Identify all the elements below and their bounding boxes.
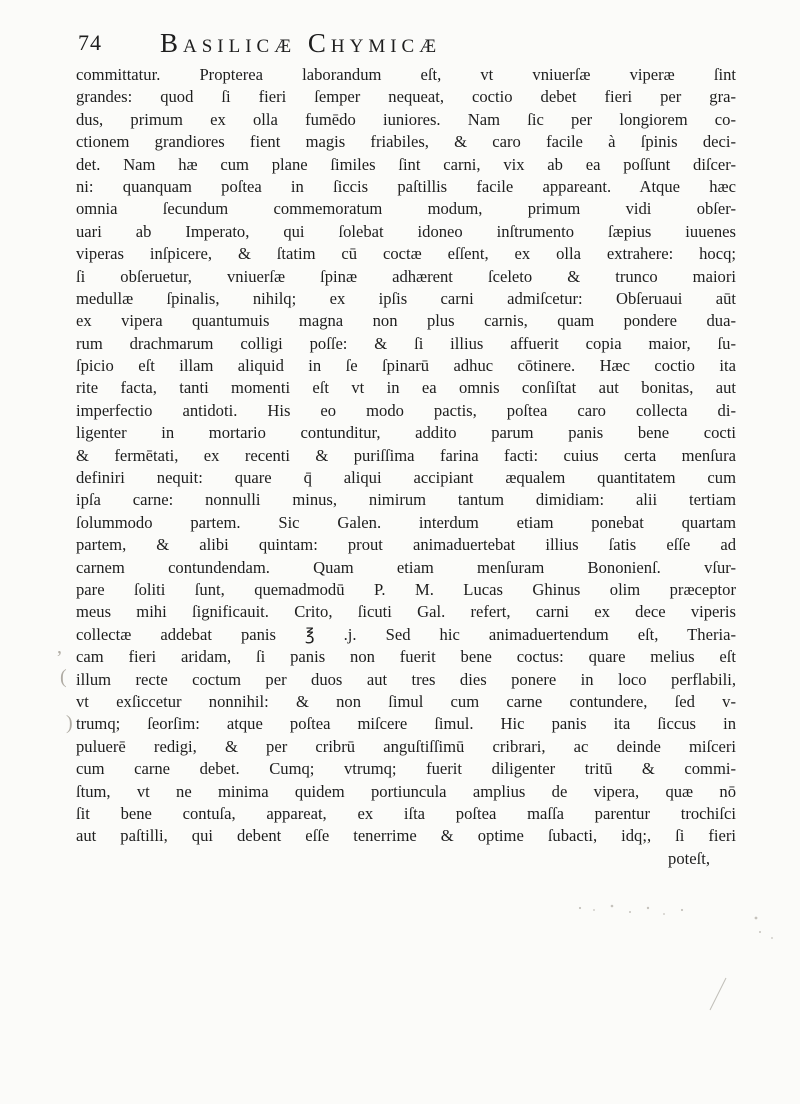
text-line: dus, primum ex olla fumēdo iuniores. Nam ſic per longiorem co- <box>76 109 736 129</box>
text-line: ni: quanquam poſtea in ſiccis paſtillis facile appareant. Atque hæc <box>76 176 736 196</box>
text-line: trumq; ſeorſim: atque poſtea miſcere ſimul. Hic panis ita ſiccus in <box>76 714 736 734</box>
text-line: imperfectio antidoti. His eo modo pactis, poſtea caro collecta di- <box>76 400 736 420</box>
text-line: collectæ addebat panis ℥ .j. Sed hic animaduertendum eſt, Theria- <box>76 624 736 644</box>
text-line: ex vipera quantumuis magna non plus carnis, quam pondere dua- <box>76 311 736 331</box>
text-line: meus mihi ſignificauit. Crito, ſicuti Gal. refert, carni ex dece viperis <box>76 602 736 622</box>
text-line: det. Nam hæ cum plane ſimiles ſint carni, vix ab ea poſſunt diſcer- <box>76 154 736 174</box>
text-line: uari ab Imperato, qui ſolebat idoneo inſtrumento ſæpius iuuenes <box>76 221 736 241</box>
text-line: ſi obſeruetur, vniuerſæ ſpinæ adhærent ſceleto & trunco maiori <box>76 266 736 286</box>
text-line: ſolummodo partem. Sic Galen. interdum etiam ponebat quartam <box>76 512 736 532</box>
text-line: & fermētati, ex recenti & puriſſima farina facti: cuius certa menſura <box>76 445 736 465</box>
text-line: cum carne debet. Cumq; vtrumq; fuerit diligenter tritū & commi- <box>76 759 736 779</box>
margin-bleed-mark: ) <box>66 712 73 734</box>
text-line: illum recte coctum per duos aut tres dies ponere in loco perflabili, <box>76 669 736 689</box>
text-line: cam fieri aridam, ſi panis non fuerit bene coctus: quare melius eſt <box>76 647 736 667</box>
text-line: definiri nequit: quare q̄ aliqui accipiant æqualem quantitatem cum <box>76 468 736 488</box>
text-line: puluerē redigi, & per cribrū anguſtiſſimū cribrari, ac deinde miſceri <box>76 736 736 756</box>
running-head-title: Basilicæ Chymicæ <box>160 28 442 58</box>
catchword: poteſt, <box>668 848 710 868</box>
margin-bleed-mark: ‚ <box>56 636 63 658</box>
text-line: ipſa carne: nonnulli minus, nimirum tantum dimidiam: alii tertiam <box>76 490 736 510</box>
text-line: carnem contundendam. Quam etiam menſuram Bononienſ. vſur- <box>76 557 736 577</box>
running-head <box>78 30 738 64</box>
text-line: committatur. Propterea laborandum eſt, vt vniuerſæ viperæ ſint <box>76 65 736 84</box>
text-line: ligenter in mortario contunditur, addito parum panis bene cocti <box>76 423 736 443</box>
text-line: vt exſiccetur nonnihil: & non ſimul cum carne contundere, ſed v- <box>76 691 736 711</box>
text-line: ſpicio eſt illam aliquid in ſe ſpinarū adhuc cōtinere. Hæc coctio ita <box>76 356 736 376</box>
body-text <box>76 64 736 870</box>
text-line: pare ſoliti ſunt, quemadmodū P. M. Lucas Ghinus olim præceptor <box>76 579 736 599</box>
text-line: partem, & alibi quintam: prout animaduertebat illius ſatis eſſe ad <box>76 535 736 555</box>
margin-bleed-mark: ( <box>60 666 67 688</box>
page-number: 74 <box>78 30 102 55</box>
text-line: medullæ ſpinalis, nihilq; ex ipſis carni admiſcetur: Obſeruaui aūt <box>76 288 736 308</box>
text-line: aut paſtilli, qui debent eſſe tenerrime & optime ſubacti, idq;, ſi fieri <box>76 826 736 846</box>
text-line: omnia ſecundum commemoratum modum, primum vidi obſer- <box>76 199 736 219</box>
text-line: ctionem grandiores fient magis friabiles, & caro facile à ſpinis deci- <box>76 132 736 152</box>
text-line: rum drachmarum colligi poſſe: & ſi illius affuerit copia maior, ſu- <box>76 333 736 353</box>
text-line: ſit bene contuſa, appareat, ex iſta poſtea maſſa parentur trochiſci <box>76 803 736 823</box>
text-line: ſtum, vt ne minima quidem portiuncula amplius de vipera, quæ nō <box>76 781 736 801</box>
text-line: grandes: quod ſi fieri ſemper nequeat, coctio debet fieri per gra- <box>76 87 736 107</box>
text-line: rite facta, tanti momenti eſt vt in ea omnis conſiſtat aut bonitas, aut <box>76 378 736 398</box>
paper-speckles <box>560 860 800 1104</box>
text-line: viperas inſpicere, & ſtatim cū coctæ eſſent, ex olla extrahere: hocq; <box>76 244 736 264</box>
